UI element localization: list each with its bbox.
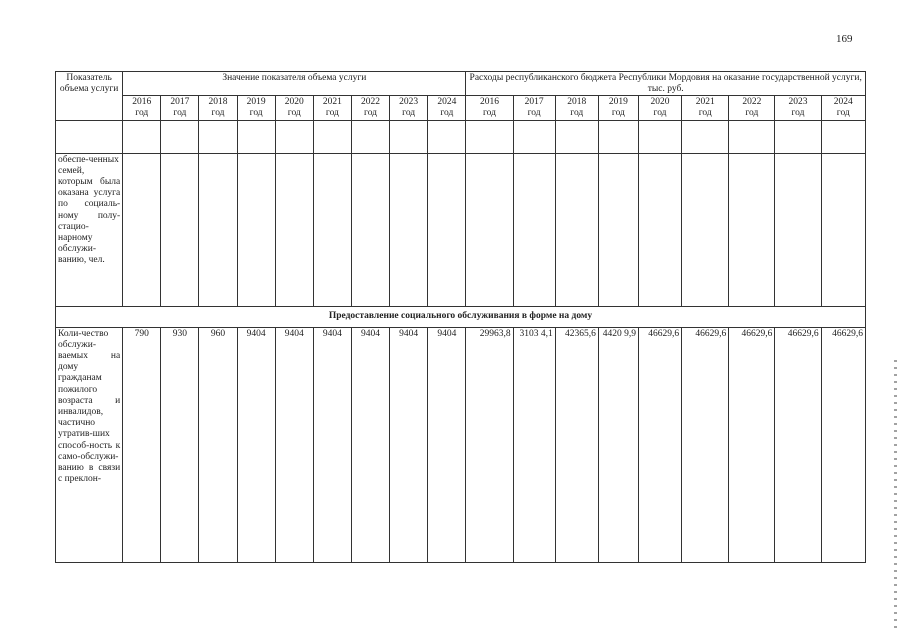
expense-value-cell: 46629,6 (775, 327, 821, 562)
section-header-row (56, 306, 866, 327)
expense-year-header: 2024 год (821, 96, 865, 120)
expense-year-header: 2023 год (775, 96, 821, 120)
header-spacer-row (56, 120, 866, 153)
expense-value-cell: 42365,6 (555, 327, 598, 562)
expense-year-header: 2017 год (513, 96, 555, 120)
expense-value-cell: 46629,6 (729, 327, 775, 562)
volume-year-header: 2017 год (161, 96, 199, 120)
table-row (56, 153, 866, 306)
volume-year-header: 2018 год (199, 96, 237, 120)
volume-value-cell: 960 (199, 327, 237, 562)
volume-year-header: 2021 год (313, 96, 351, 120)
volume-year-header: 2019 год (237, 96, 275, 120)
volume-value-cell: 9404 (351, 327, 389, 562)
scan-edge-artifact (894, 360, 897, 630)
expense-value-cell: 46629,6 (638, 327, 681, 562)
expense-value-cell: 29963,8 (466, 327, 513, 562)
expense-year-header: 2019 год (598, 96, 638, 120)
expense-value-cell: 46629,6 (682, 327, 729, 562)
expense-value-cell: 3103 4,1 (513, 327, 555, 562)
volume-value-cell: 9404 (390, 327, 428, 562)
indicator-cell: обеспе-ченных семей, которым была оказана услуга по социаль-ному полу-стацио-нарному обслужи-ванию, чел. (56, 153, 123, 306)
volume-year-header: 2016 год (123, 96, 161, 120)
header-row-groups (56, 72, 866, 96)
table-row (56, 327, 866, 562)
volume-year-header: 2024 год (428, 96, 466, 120)
volume-value-cell: 9404 (313, 327, 351, 562)
volume-value-cell: 790 (123, 327, 161, 562)
indicator-cell: Коли-чество обслужи-ваемых на дому гражданам пожилого возраста и инвалидов, частично утратив-ших способ-ность к само-обслужи-ванию в связи с преклон- (56, 327, 123, 562)
expense-value-cell: 4420 9,9 (598, 327, 638, 562)
volume-year-header: 2020 год (275, 96, 313, 120)
expense-year-header: 2020 год (638, 96, 681, 120)
section-title: Предоставление социального обслуживания в форме на дому (56, 306, 866, 327)
expense-year-header: 2021 год (682, 96, 729, 120)
indicator-column-header: Показатель объема услуги (56, 72, 123, 121)
expense-year-header: 2018 год (555, 96, 598, 120)
expense-year-header: 2016 год (466, 96, 513, 120)
expense-year-header: 2022 год (729, 96, 775, 120)
volume-value-cell: 9404 (275, 327, 313, 562)
volume-year-header: 2022 год (351, 96, 389, 120)
volume-value-cell: 9404 (428, 327, 466, 562)
volume-value-cell: 930 (161, 327, 199, 562)
header-row-years (56, 96, 866, 120)
page-number: 169 (836, 33, 853, 45)
volume-value-cell: 9404 (237, 327, 275, 562)
expense-value-cell: 46629,6 (821, 327, 865, 562)
volume-group-header: Значение показателя объема услуги (123, 72, 466, 96)
volume-year-header: 2023 год (390, 96, 428, 120)
expense-group-header: Расходы республиканского бюджета Республики Мордовия на оказание государственной услуги, тыс. руб. (466, 72, 866, 96)
service-volume-table (55, 71, 866, 563)
